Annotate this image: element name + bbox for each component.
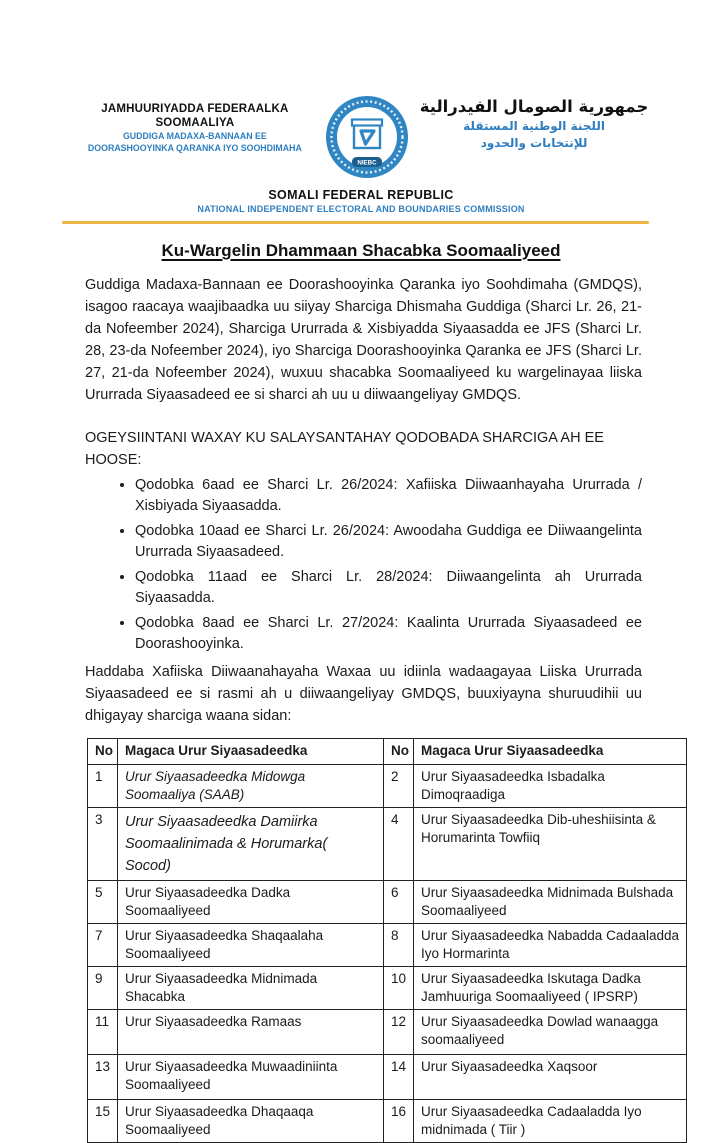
somali-commission-line2: DOORASHOOYINKA QARANKA IYO SOOHDIMAHA: [87, 143, 302, 153]
party-number: 11: [88, 1010, 118, 1055]
letterhead-english-block: [0, 188, 722, 214]
somali-commission-line1: GUDDIGA MADAXA-BANNAAN EE: [122, 131, 267, 141]
party-number: 4: [384, 808, 414, 881]
party-name: Urur Siyaasadeedka Damiirka Soomaalinimada & Horumarka( Socod): [118, 808, 384, 881]
party-number: 10: [384, 967, 414, 1010]
party-name: Urur Siyaasadeedka Nabadda Cadaaladda Iyo Hormarinta: [414, 924, 687, 967]
somali-republic-title: JAMHUURIYADDA FEDERAALKA SOOMAALIYA: [101, 103, 289, 129]
party-name: Urur Siyaasadeedka Cadaaladda Iyo midnimada ( Tiir ): [414, 1100, 687, 1143]
registered-parties-table: [87, 738, 687, 1143]
party-name: Urur Siyaasadeedka Xaqsoor: [414, 1055, 687, 1100]
table-row: [88, 1010, 687, 1055]
arabic-commission-line1: اللجنة الوطنية المستقلة: [463, 119, 605, 133]
party-name: Urur Siyaasadeedka Dhaqaaqa Soomaaliyeed: [118, 1100, 384, 1143]
party-name: Urur Siyaasadeedka Midnimada Shacabka: [118, 967, 384, 1010]
logo-niebc-text: NIEBC: [357, 159, 377, 167]
column-header-no-left: No: [88, 739, 118, 765]
english-republic-title: SOMALI FEDERAL REPUBLIC: [268, 188, 454, 202]
table-row: [88, 967, 687, 1010]
party-name: Urur Siyaasadeedka Ramaas: [118, 1010, 384, 1055]
arabic-republic-title: جمهورية الصومال الفيدرالية: [419, 97, 649, 116]
notice-body: [85, 274, 642, 727]
party-name: Urur Siyaasadeedka Dadka Soomaaliyeed: [118, 881, 384, 924]
party-number: 2: [384, 765, 414, 808]
letterhead-somali-block: [72, 94, 318, 154]
party-name: Urur Siyaasadeedka Iskutaga Dadka Jamhuuriga Soomaaliyeed ( IPSRP): [414, 967, 687, 1010]
english-commission-subtitle: NATIONAL INDEPENDENT ELECTORAL AND BOUNDARIES COMMISSION: [197, 204, 525, 214]
document-page: [0, 94, 722, 1137]
table-row: [88, 881, 687, 924]
legal-articles-list: [85, 475, 642, 655]
party-name: Urur Siyaasadeedka Muwaadiniinta Soomaaliyeed: [118, 1055, 384, 1100]
table-row: [88, 924, 687, 967]
party-name: Urur Siyaasadeedka Midowga Soomaaliya (SAAB): [118, 765, 384, 808]
party-number: 1: [88, 765, 118, 808]
list-item: • Qodobka 10aad ee Sharci Lr. 26/2024: Awoodaha Guddiga ee Diiwaangelinta Ururrada Siyaasadeed.: [135, 521, 642, 563]
table-row: [88, 808, 687, 881]
party-number: 15: [88, 1100, 118, 1143]
niebc-logo-emblem: [324, 94, 410, 180]
party-name: Urur Siyaasadeedka Dib-uheshiisinta & Horumarinta Towfiiq: [414, 808, 687, 881]
column-header-name-left: Magaca Urur Siyaasadeedka: [118, 739, 384, 765]
party-number: 8: [384, 924, 414, 967]
table-header: [88, 739, 687, 765]
ballot-box-icon: [352, 120, 382, 149]
notice-title: Ku-Wargelin Dhammaan Shacabka Soomaaliyeed: [161, 241, 561, 260]
list-item: • Qodobka 11aad ee Sharci Lr. 28/2024: Diiwaangelinta ah Ururrada Siyaasadda.: [135, 567, 642, 609]
logo-banner: [352, 157, 382, 167]
gold-divider: [62, 221, 649, 224]
column-header-no-right: No: [384, 739, 414, 765]
list-item: • Qodobka 8aad ee Sharci Lr. 27/2024: Kaalinta Ururrada Siyaasadeed ee Doorashooyinka.: [135, 613, 642, 655]
party-number: 12: [384, 1010, 414, 1055]
party-number: 13: [88, 1055, 118, 1100]
column-header-name-right: Magaca Urur Siyaasadeedka: [414, 739, 687, 765]
party-number: 5: [88, 881, 118, 924]
party-number: 9: [88, 967, 118, 1010]
legal-basis-heading: OGEYSIINTANI WAXAY KU SALAYSANTAHAY QODOBADA SHARCIGA AH EE HOOSE:: [85, 430, 604, 468]
party-number: 14: [384, 1055, 414, 1100]
party-number: 16: [384, 1100, 414, 1143]
party-number: 7: [88, 924, 118, 967]
closing-paragraph: Haddaba Xafiiska Diiwaanahayaha Waxaa uu idiinla wadaagayaa Liiska Ururrada Siyaasadeed ee si rasmi ah u diiwaangeliyay GMDQS, buuxiyayna shuruudihii uu dhigayay sharciga waana sidan:: [85, 664, 642, 724]
niebc-logo: [318, 94, 416, 180]
table-row: [88, 765, 687, 808]
table-row: [88, 1100, 687, 1143]
party-number: 3: [88, 808, 118, 881]
party-name: Urur Siyaasadeedka Isbadalka Dimoqraadiga: [414, 765, 687, 808]
party-name: Urur Siyaasadeedka Shaqaalaha Soomaaliyeed: [118, 924, 384, 967]
party-number: 6: [384, 881, 414, 924]
party-name: Urur Siyaasadeedka Dowlad wanaagga soomaaliyeed: [414, 1010, 687, 1055]
list-item: • Qodobka 6aad ee Sharci Lr. 26/2024: Xafiiska Diiwaanhayaha Ururrada / Xisbiyada Siyaasadda.: [135, 475, 642, 517]
party-name: Urur Siyaasadeedka Midnimada Bulshada Soomaaliyeed: [414, 881, 687, 924]
table-row: [88, 1055, 687, 1100]
letterhead: [72, 94, 652, 180]
arabic-commission-line2: للإنتخابات والحدود: [480, 136, 588, 150]
intro-paragraph: Guddiga Madaxa-Bannaan ee Doorashooyinka Qaranka iyo Soohdimaha (GMDQS), isagoo raacaya waajibaadka uu siiyay Sharciga Dhismaha Guddiga (Sharci Lr. 26, 21-da Nofeember 2024), Sharciga Ururrada & Xisbiyadda Siyaasadda ee JFS (Sharci Lr. 28, 23-da Nofeember 2024), iyo Sharciga Doorashooyinka Qaranka ee JFS (Sharci Lr. 27, 21-da Nofeember 2024), wuxuu shacabka Soomaaliyeed ku wargelinayaa liiska Ururrada Siyaasadeed ee si sharci ah uu u diiwaangeliyay GMDQS.: [85, 277, 642, 403]
letterhead-arabic-block: [416, 94, 652, 152]
